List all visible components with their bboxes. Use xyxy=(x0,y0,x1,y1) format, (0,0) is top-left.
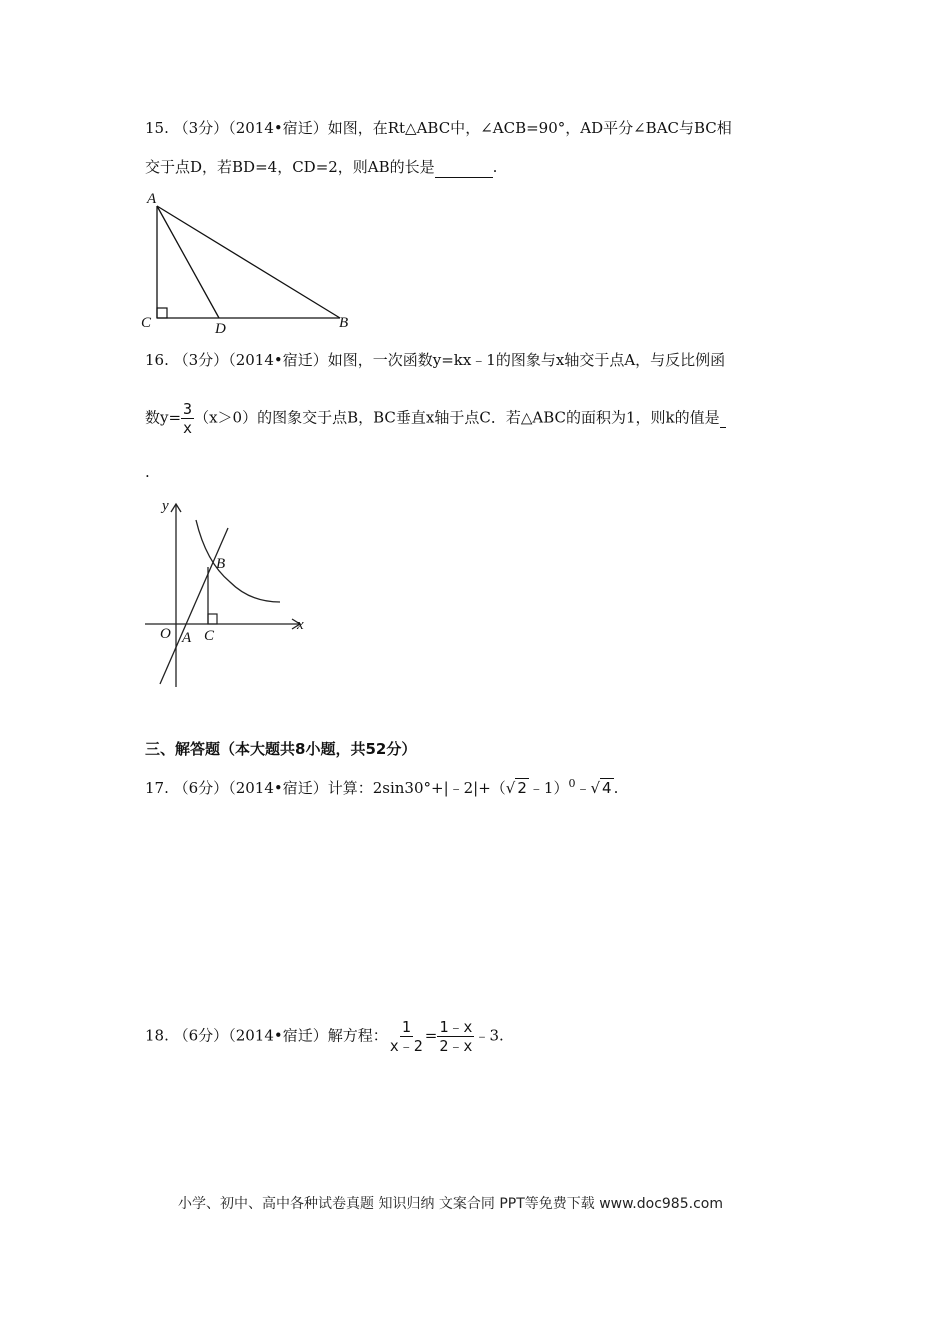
q15-text-line2: 交于点D，若BD=4，CD=2，则AB的长是 xyxy=(145,158,435,176)
q16-text-line1: 如图，一次函数y=kx﹣1的图象与x轴交于点A，与反比例函 xyxy=(327,351,726,369)
label-c: C xyxy=(204,628,215,644)
q16-source: （2014•宿迁） xyxy=(228,351,328,369)
q16-fraction xyxy=(181,400,194,437)
q18-source: （2014•宿迁） xyxy=(228,1026,328,1045)
q15-triangle-figure xyxy=(135,188,365,336)
fraction-numerator: 1﹣x xyxy=(439,1018,473,1036)
label-a: A xyxy=(182,630,192,646)
q17-source: （2014•宿迁） xyxy=(228,779,328,797)
answer-blank xyxy=(435,157,493,178)
fraction-denominator: 2﹣x xyxy=(439,1037,473,1055)
q18-tail: ﹣3. xyxy=(474,1026,504,1045)
q17-text-mid: ﹣1） xyxy=(528,779,569,797)
label-a: A xyxy=(147,191,157,207)
q15-score: （3分） xyxy=(173,119,229,137)
fraction-denominator: x xyxy=(183,419,193,437)
q16-graph-figure xyxy=(140,492,315,692)
answer-blank xyxy=(720,409,726,428)
q15-line1 xyxy=(145,118,732,138)
label-b: B xyxy=(216,556,226,572)
q15-end: . xyxy=(492,158,498,176)
fraction-2 xyxy=(437,1018,474,1055)
label-x: x xyxy=(297,617,304,633)
label-d: D xyxy=(215,321,226,336)
radicand: 2 xyxy=(517,779,527,797)
fraction-denominator: x﹣2 xyxy=(389,1037,423,1055)
q15-line2 xyxy=(145,157,497,178)
q17-line xyxy=(145,772,618,800)
q15-number: 15. xyxy=(145,119,169,137)
label-b: B xyxy=(339,315,349,331)
right-angle-mark xyxy=(208,614,217,624)
q17-score: （6分） xyxy=(173,779,229,797)
q16-line1 xyxy=(145,350,725,370)
q18-line xyxy=(145,1018,504,1055)
radicand: 4 xyxy=(602,779,612,797)
label-y: y xyxy=(162,498,169,514)
q16-text-pre: 数y= xyxy=(145,408,182,427)
q15-text-line1: 如图，在Rt△ABC中，∠ACB=90°，AD平分∠BAC与BC相 xyxy=(327,119,732,137)
q17-end: . xyxy=(613,779,619,797)
fraction-1 xyxy=(388,1018,425,1055)
q17-number: 17. xyxy=(145,779,169,797)
equals-sign: = xyxy=(424,1026,438,1045)
q17-text-pre: 计算：2sin30°+|﹣2|+（ xyxy=(327,779,506,797)
right-angle-mark xyxy=(157,308,167,318)
label-c: C xyxy=(141,315,152,331)
sqrt-4: √ 4 xyxy=(590,779,612,797)
q15-source: （2014•宿迁） xyxy=(228,119,328,137)
q16-number: 16. xyxy=(145,351,169,369)
q16-line2 xyxy=(145,400,726,437)
q18-number: 18. xyxy=(145,1026,169,1045)
q18-text-pre: 解方程： xyxy=(327,1026,388,1045)
q16-score: （3分） xyxy=(173,351,229,369)
exponent: 0 xyxy=(568,777,576,790)
q17-minus: ﹣ xyxy=(575,779,591,797)
fraction-numerator: 1 xyxy=(401,1018,411,1036)
sqrt-2: √ 2 xyxy=(505,779,527,797)
section-title: 三、解答题（本大题共8小题，共52分） xyxy=(145,740,417,758)
q16-text-post: （x＞0）的图象交于点B，BC垂直x轴于点C．若△ABC的面积为1，则k的值是 xyxy=(194,408,720,427)
q18-score: （6分） xyxy=(173,1026,229,1045)
footer-text: 小学、初中、高中各种试卷真题 知识归纳 文案合同 PPT等免费下载 www.doc985.com xyxy=(178,1196,723,1212)
q16-line3: . xyxy=(145,463,150,481)
fraction-numerator: 3 xyxy=(183,400,193,418)
label-o: O xyxy=(160,626,171,642)
